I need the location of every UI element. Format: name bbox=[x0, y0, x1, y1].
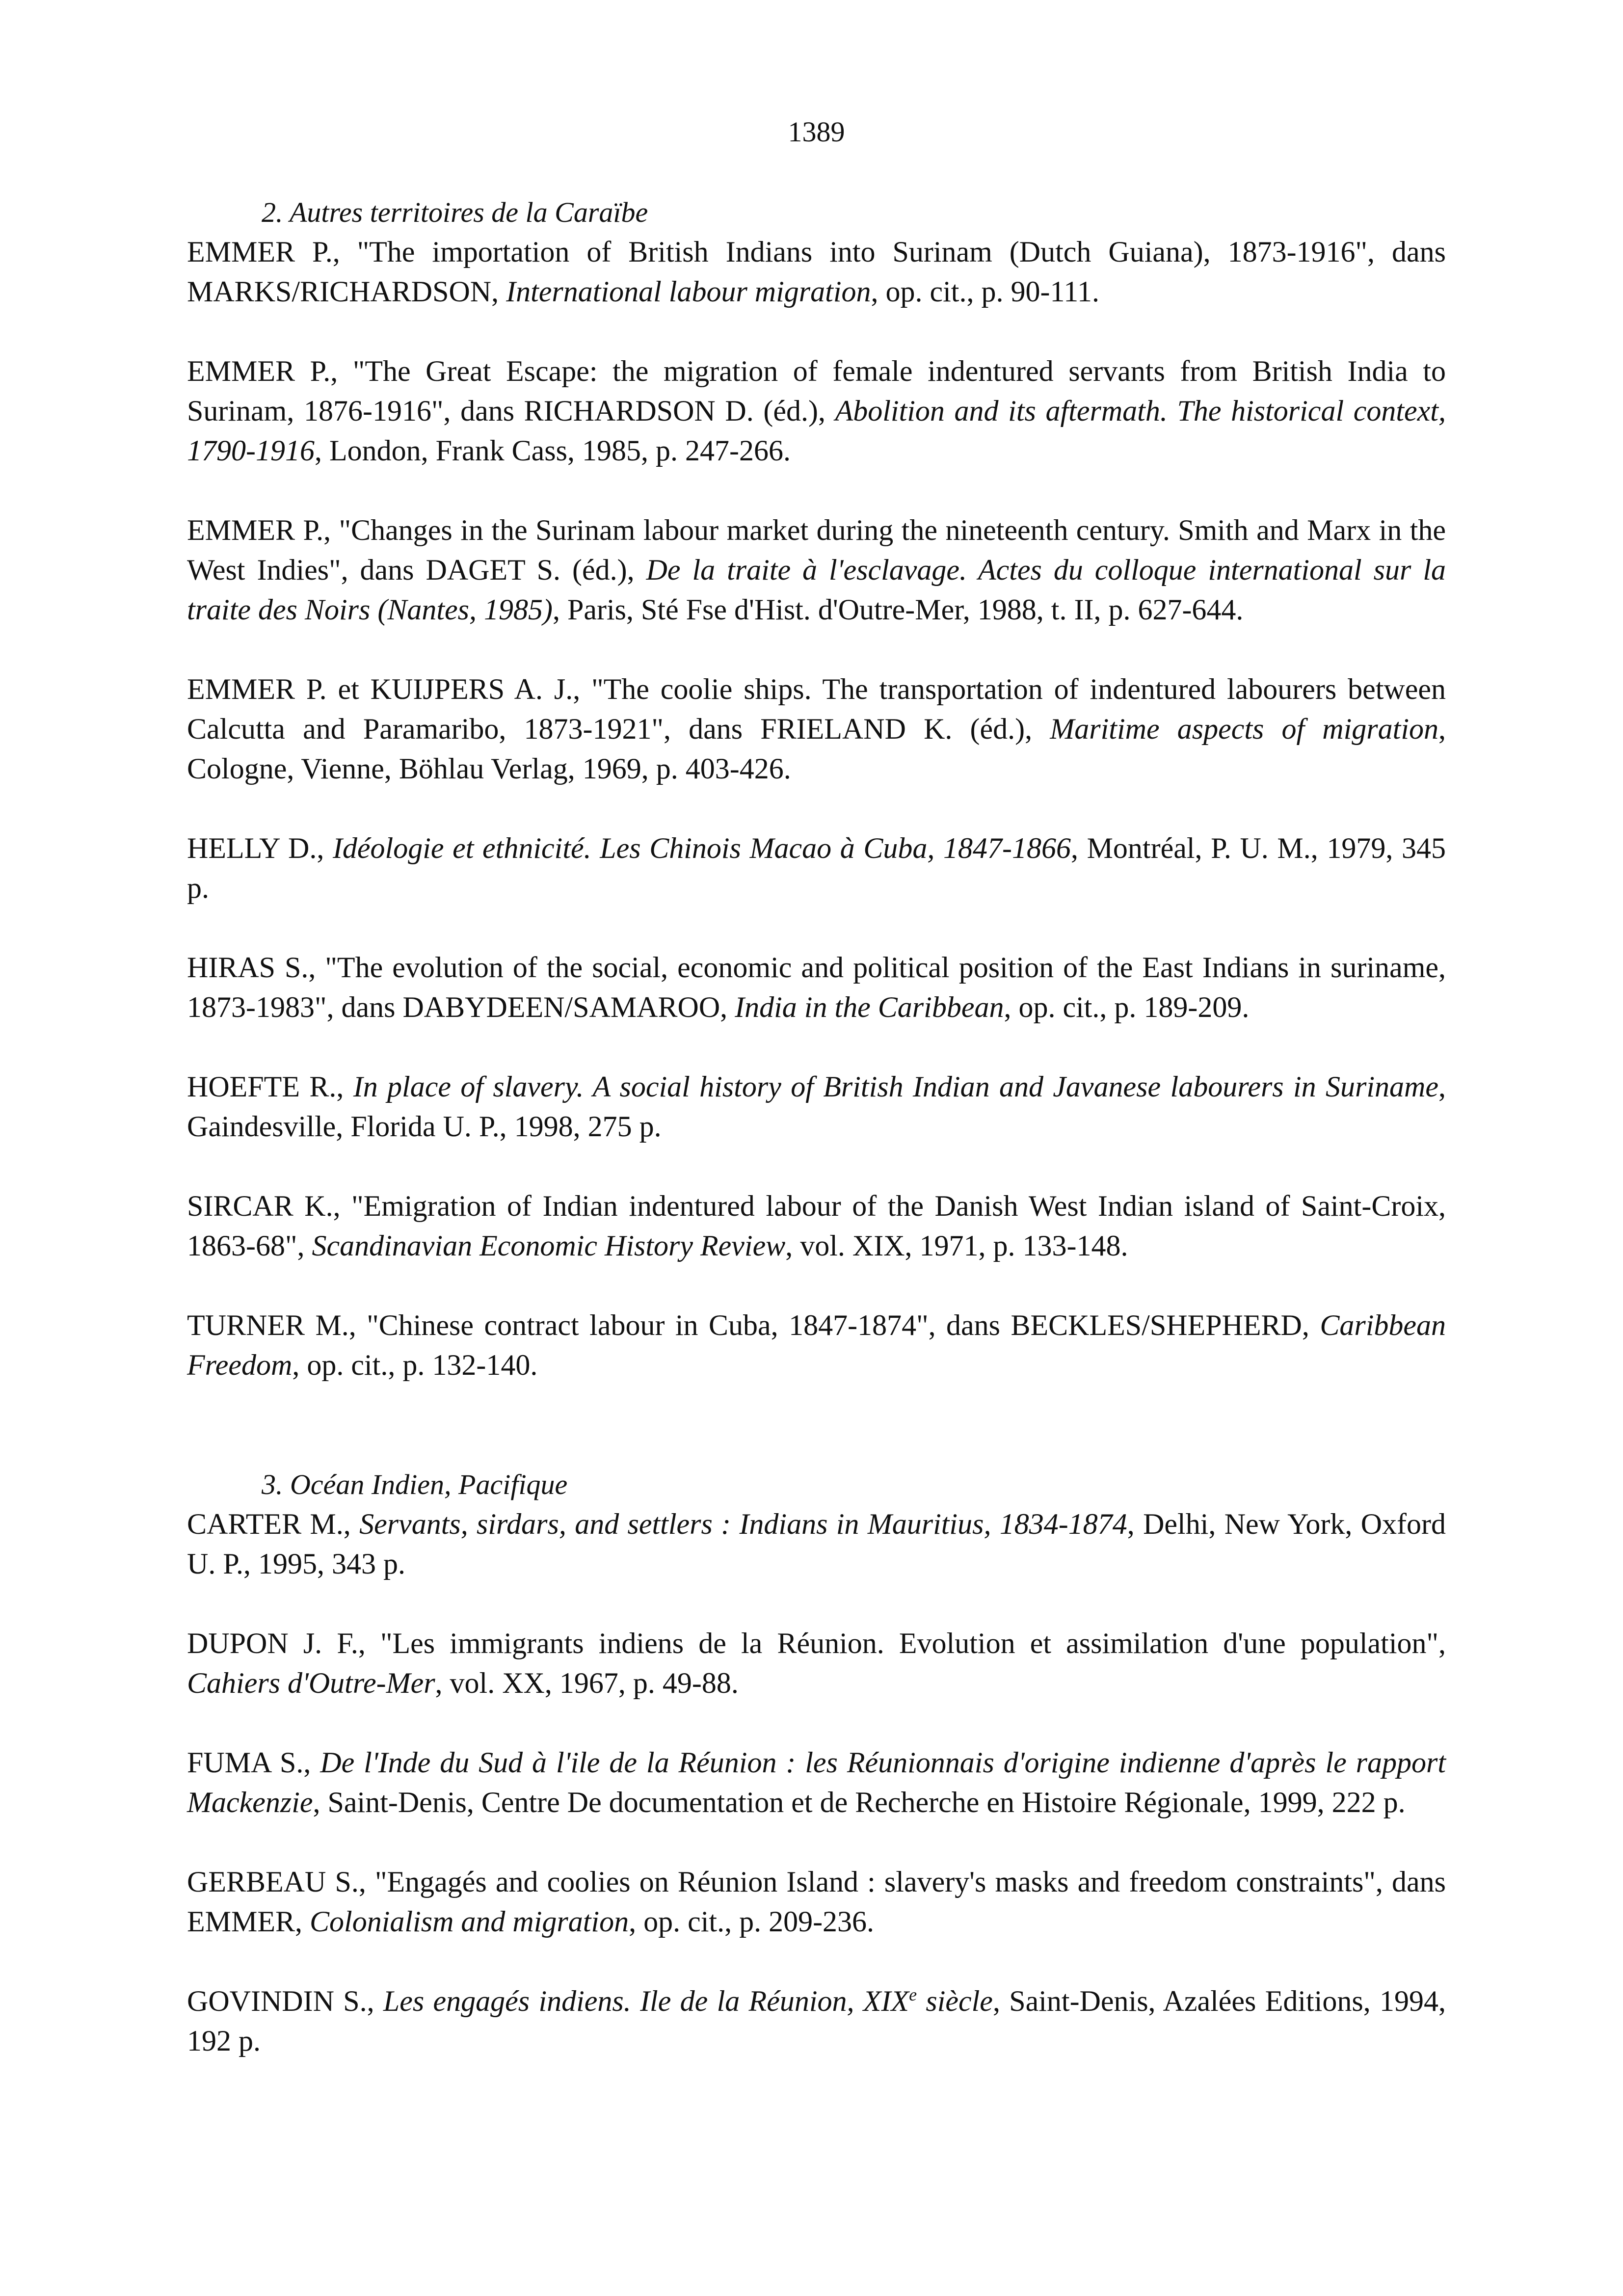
bibliography-entry bbox=[187, 828, 1446, 908]
bibliography-content bbox=[187, 192, 1446, 2061]
entry-title-italic: Maritime aspects of migration bbox=[1050, 713, 1438, 745]
entry-text: DUPON J. F., "Les immigrants indiens de la Réunion. Evolution et assimilation d'une population", bbox=[187, 1627, 1446, 1659]
bibliography-section bbox=[187, 1465, 1446, 2061]
entry-text: GOVINDIN S., bbox=[187, 1985, 383, 2017]
bibliography-section bbox=[187, 192, 1446, 1385]
entry-text: HELLY D., bbox=[187, 832, 333, 864]
entry-text: , vol. XIX, 1971, p. 133-148. bbox=[785, 1229, 1128, 1262]
entry-title-italic: Cahiers d'Outre-Mer bbox=[187, 1667, 435, 1699]
entry-text: EMMER P., "The Great Escape: the migration of female indentured servants from British India to Surinam, 1876-1916", dans RICHARDSON D. (éd.), bbox=[187, 355, 1446, 427]
bibliography-entry bbox=[187, 351, 1446, 471]
entry-text: SIRCAR K., "Emigration of Indian indentured labour of the Danish West Indian island of Saint-Croix, 1863-68", bbox=[187, 1190, 1446, 1262]
bibliography-entry bbox=[187, 1186, 1446, 1266]
entry-title-italic: Abolition and its aftermath. The historical context, 1790-1916 bbox=[187, 395, 1446, 467]
entry-text: , Paris, Sté Fse d'Hist. d'Outre-Mer, 1988, t. II, p. 627-644. bbox=[553, 593, 1244, 626]
entry-title-italic: De l'Inde du Sud à l'ile de la Réunion : les Réunionnais d'origine indienne d'après le rapport Mackenzie bbox=[187, 1746, 1446, 1818]
bibliography-entry bbox=[187, 1067, 1446, 1147]
section-heading: 3. Océan Indien, Pacifique bbox=[262, 1468, 568, 1500]
entry-text: TURNER M., "Chinese contract labour in Cuba, 1847-1874", dans BECKLES/SHEPHERD, bbox=[187, 1309, 1320, 1341]
entry-title-italic: e bbox=[909, 1985, 917, 2004]
entry-text: , vol. XX, 1967, p. 49-88. bbox=[435, 1667, 739, 1699]
entry-text: , Saint-Denis, Azalées Editions, 1994, 192 p. bbox=[187, 1985, 1446, 2057]
entry-title-italic: Colonialism and migration bbox=[310, 1905, 629, 1938]
entry-text: CARTER M., bbox=[187, 1508, 360, 1540]
bibliography-entry bbox=[187, 669, 1446, 789]
entry-title-italic: India in the Caribbean bbox=[735, 991, 1004, 1023]
entry-title-italic: Les engagés indiens. Ile de la Réunion, XIX bbox=[383, 1985, 909, 2017]
bibliography-entry bbox=[187, 1624, 1446, 1703]
entry-text: , Cologne, Vienne, Böhlau Verlag, 1969, p. 403-426. bbox=[187, 713, 1446, 785]
entry-title-italic: De la traite à l'esclavage. Actes du colloque international sur la traite des Noirs (Nantes, 1985) bbox=[187, 554, 1446, 626]
bibliography-entry bbox=[187, 1306, 1446, 1385]
bibliography-entry bbox=[187, 1862, 1446, 1942]
entry-text: GERBEAU S., "Engagés and coolies on Réunion Island : slavery's masks and freedom constraints", dans EMMER, bbox=[187, 1866, 1446, 1938]
entry-title-italic: International labour migration bbox=[506, 275, 871, 308]
entry-title-italic: In place of slavery. A social history of British Indian and Javanese labourers in Suriname bbox=[353, 1070, 1438, 1103]
entry-text: EMMER P., "Changes in the Surinam labour market during the nineteenth century. Smith and Marx in the West Indies", dans DAGET S. (éd.), bbox=[187, 514, 1446, 586]
section-spacer bbox=[187, 1385, 1446, 1465]
entry-text: , Delhi, New York, Oxford U. P., 1995, 343 p. bbox=[187, 1508, 1446, 1580]
entry-text: EMMER P. et KUIJPERS A. J., "The coolie ships. The transportation of indentured labourers between Calcutta and Paramaribo, 1873-1921", dans FRIELAND K. (éd.), bbox=[187, 673, 1446, 745]
bibliography-entry bbox=[187, 948, 1446, 1027]
entry-text: EMMER P., "The importation of British Indians into Surinam (Dutch Guiana), 1873-1916", dans MARKS/RICHARDSON, bbox=[187, 236, 1446, 308]
page-number: 1389 bbox=[788, 116, 845, 148]
entry-text: , op. cit., p. 132-140. bbox=[292, 1349, 538, 1381]
bibliography-entry bbox=[187, 1504, 1446, 1584]
entry-text: FUMA S., bbox=[187, 1746, 320, 1779]
entry-text: , Saint-Denis, Centre De documentation et de Recherche en Histoire Régionale, 1999, 222 p. bbox=[313, 1786, 1406, 1818]
entry-title-italic: Servants, sirdars, and settlers : Indians in Mauritius, 1834-1874 bbox=[359, 1508, 1127, 1540]
entry-text: , op. cit., p. 189-209. bbox=[1004, 991, 1250, 1023]
bibliography-entry bbox=[187, 510, 1446, 630]
bibliography-entry bbox=[187, 1981, 1446, 2061]
entry-text: , Gaindesville, Florida U. P., 1998, 275 p. bbox=[187, 1070, 1446, 1143]
entry-title-italic: Idéologie et ethnicité. Les Chinois Macao à Cuba, 1847-1866 bbox=[332, 832, 1071, 864]
bibliography-entry bbox=[187, 1743, 1446, 1822]
entry-title-italic: siècle bbox=[917, 1985, 993, 2017]
entry-text: HOEFTE R., bbox=[187, 1070, 353, 1103]
entry-title-italic: Caribbean Freedom bbox=[187, 1309, 1446, 1381]
entry-text: , Montréal, P. U. M., 1979, 345 p. bbox=[187, 832, 1446, 904]
entry-text: HIRAS S., "The evolution of the social, economic and political position of the East Indians in suriname, 1873-1983", dans DABYDEEN/SAMAROO, bbox=[187, 951, 1446, 1023]
entry-text: , op. cit., p. 90-111. bbox=[871, 275, 1099, 308]
entry-text: , London, Frank Cass, 1985, p. 247-266. bbox=[314, 434, 791, 467]
entry-text: , op. cit., p. 209-236. bbox=[629, 1905, 875, 1938]
section-heading: 2. Autres territoires de la Caraïbe bbox=[262, 196, 648, 228]
bibliography-entry bbox=[187, 232, 1446, 312]
entry-title-italic: Scandinavian Economic History Review bbox=[312, 1229, 786, 1262]
document-page bbox=[187, 0, 1446, 2296]
